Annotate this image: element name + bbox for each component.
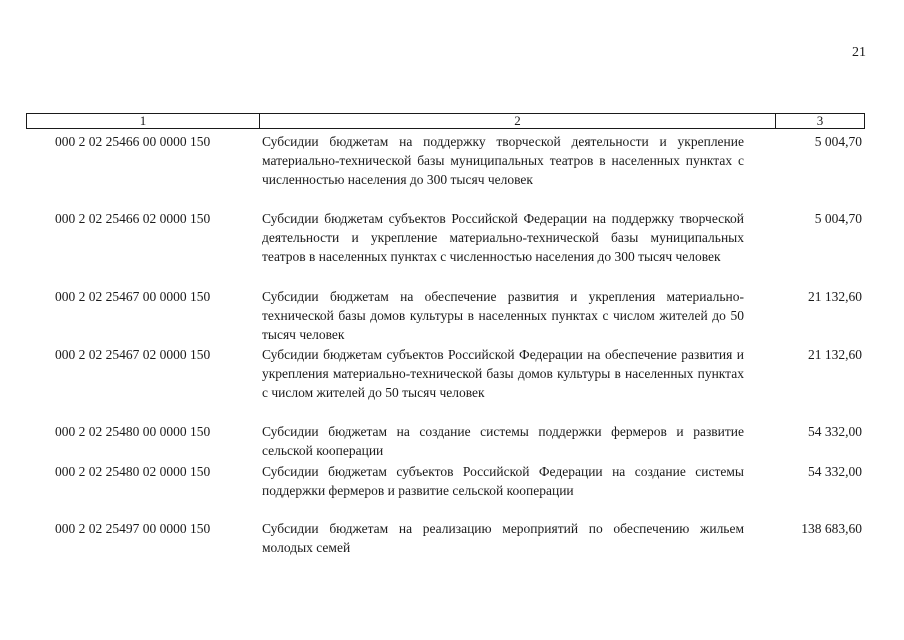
table-header-col-3: 3 [816, 113, 824, 128]
row-amount: 21 132,60 [808, 347, 862, 362]
row-description: Субсидии бюджетам на создание системы поддержки фермеров и развитие сельской кооперации [262, 424, 744, 458]
budget-code: 000 2 02 25497 00 0000 150 [55, 521, 211, 536]
row-amount: 5 004,70 [814, 211, 862, 226]
row-description: Субсидии бюджетам субъектов Российской Федерации на обеспечение развития и укрепления материально-технической базы домов культуры в населенных пунктах с числом жителей до 50 тысяч человек [262, 347, 744, 400]
budget-code: 000 2 02 25480 02 0000 150 [55, 464, 211, 479]
row-amount: 54 332,00 [808, 464, 862, 479]
row-description: Субсидии бюджетам субъектов Российской Федерации на поддержку творческой деятельности и укрепление материально-технической базы муниципальных театров в населенных пунктах с численностью населения до 300 тысяч человек [262, 211, 744, 264]
budget-code: 000 2 02 25467 00 0000 150 [55, 289, 211, 304]
budget-code: 000 2 02 25466 00 0000 150 [55, 134, 211, 149]
row-amount: 138 683,60 [801, 521, 862, 536]
row-description: Субсидии бюджетам субъектов Российской Федерации на создание системы поддержки фермеров и развитие сельской кооперации [262, 464, 744, 498]
page-number: 21 [852, 45, 866, 60]
table-header-row [26, 113, 865, 129]
budget-code: 000 2 02 25466 02 0000 150 [55, 211, 211, 226]
table-header-col-2: 2 [260, 114, 776, 128]
budget-code: 000 2 02 25480 00 0000 150 [55, 424, 211, 439]
budget-code: 000 2 02 25467 02 0000 150 [55, 347, 211, 362]
table-header-col-1: 1 [27, 114, 260, 128]
row-description: Субсидии бюджетам на обеспечение развития и укрепления материально-технической базы домов культуры в населенных пунктах с числом жителей до 50 тысяч человек [262, 289, 744, 342]
row-description: Субсидии бюджетам на поддержку творческой деятельности и укрепление материально-технической базы муниципальных театров в населенных пунктах с численностью населения до 300 тысяч человек [262, 134, 744, 187]
row-amount: 21 132,60 [808, 289, 862, 304]
row-description: Субсидии бюджетам на реализацию мероприятий по обеспечению жильем молодых семей [262, 521, 744, 555]
row-amount: 54 332,00 [808, 424, 862, 439]
row-amount: 5 004,70 [814, 134, 862, 149]
